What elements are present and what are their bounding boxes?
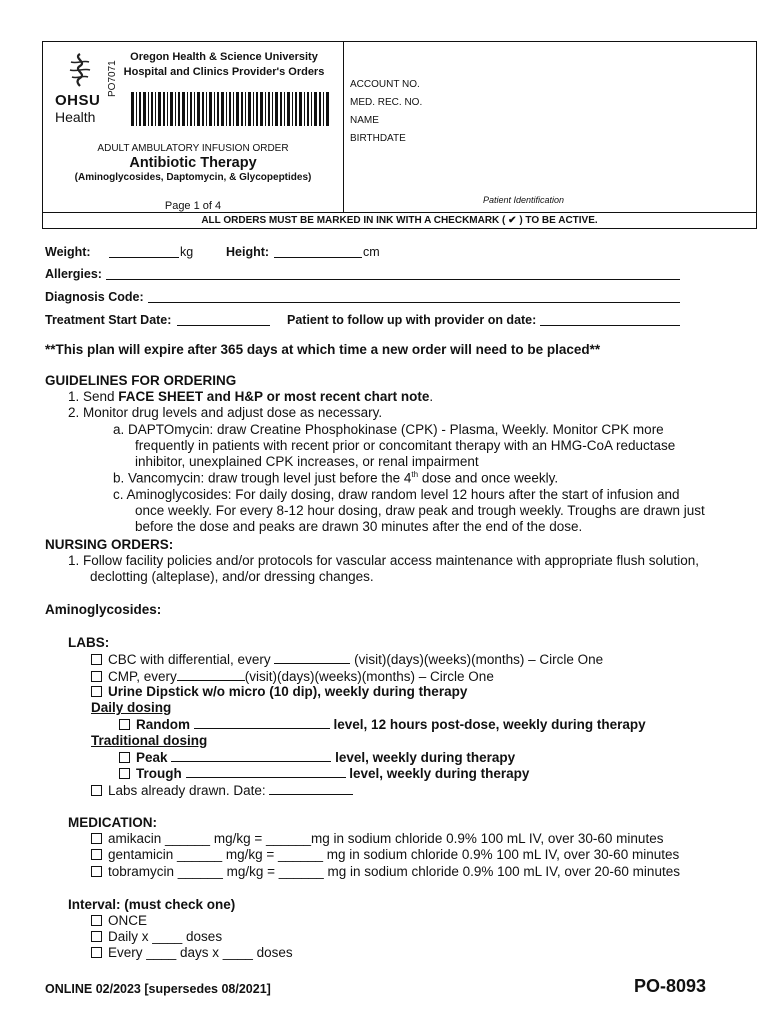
weight-label: Weight: bbox=[45, 245, 91, 259]
labs-drawn-date-field[interactable] bbox=[269, 782, 353, 795]
nursing-heading: NURSING ORDERS: bbox=[45, 537, 174, 552]
height-field[interactable] bbox=[274, 245, 362, 258]
patient-id-label: Patient Identification bbox=[483, 195, 565, 205]
guideline-a-line-1: a. DAPTOmycin: draw Creatine Phosphokinase (CPK) - Plasma, Weekly. Monitor CPK more bbox=[113, 422, 664, 437]
tobramycin-label: tobramycin ______ mg/kg = ______ mg in sodium chloride 0.9% 100 mL IV, over 20-60 minutes bbox=[108, 864, 680, 879]
trough-checkbox[interactable] bbox=[119, 768, 130, 779]
medication-tobramycin-row bbox=[91, 864, 680, 879]
cbc-frequency-field[interactable] bbox=[274, 651, 350, 664]
diagnosis-field[interactable] bbox=[148, 290, 680, 303]
random-level-field[interactable] bbox=[194, 716, 330, 729]
medication-heading: MEDICATION: bbox=[68, 815, 157, 830]
random-row bbox=[119, 716, 646, 732]
random-checkbox[interactable] bbox=[119, 719, 130, 730]
daily-dosing-heading: Daily dosing bbox=[91, 700, 172, 715]
traditional-dosing-heading: Traditional dosing bbox=[91, 733, 208, 748]
height-unit: cm bbox=[363, 245, 380, 259]
guideline-item-2: 2. Monitor drug levels and adjust dose as necessary. bbox=[68, 405, 383, 420]
guideline-item-1-post: . bbox=[429, 389, 434, 404]
interval-every-row bbox=[91, 945, 293, 960]
peak-row bbox=[119, 749, 515, 765]
interval-every-checkbox[interactable] bbox=[91, 947, 102, 958]
cmp-units: (visit)(days)(weeks)(months) – Circle One bbox=[244, 669, 494, 684]
followup-field[interactable] bbox=[540, 313, 680, 326]
interval-once-label: ONCE bbox=[108, 913, 148, 928]
cbc-units: (visit)(days)(weeks)(months) – Circle One bbox=[354, 652, 604, 667]
allergies-field[interactable] bbox=[106, 267, 680, 280]
cmp-checkbox[interactable] bbox=[91, 671, 102, 682]
order-type: ADULT AMBULATORY INFUSION ORDER bbox=[97, 143, 289, 154]
page-number: Page 1 of 4 bbox=[164, 200, 222, 212]
labs-drawn-row bbox=[91, 782, 353, 798]
peak-description: level, weekly during therapy bbox=[335, 750, 516, 765]
random-description: level, 12 hours post-dose, weekly during therapy bbox=[333, 717, 646, 732]
diagnosis-label: Diagnosis Code: bbox=[45, 290, 144, 304]
guideline-c-line-2: once weekly. For every 8-12 hour dosing, draw peak and trough weekly. Troughs are drawn just bbox=[135, 503, 705, 518]
tobramycin-checkbox[interactable] bbox=[91, 866, 102, 877]
barcode-label: PO7071 bbox=[107, 60, 118, 97]
guideline-a-line-2: frequently in patients with recent prior or concomitant therapy with an HMG-CoA reductase bbox=[135, 438, 676, 453]
guideline-b-sup: th bbox=[411, 470, 419, 479]
gentamicin-label: gentamicin ______ mg/kg = ______ mg in sodium chloride 0.9% 100 mL IV, over 30-60 minutes bbox=[108, 847, 680, 862]
guideline-c-line-1: c. Aminoglycosides: For daily dosing, draw random level 12 hours after the start of infusion and bbox=[113, 487, 680, 502]
guideline-b-post: dose and once weekly. bbox=[418, 470, 559, 486]
interval-once-row bbox=[91, 913, 147, 928]
form-number: PO-8093 bbox=[634, 976, 707, 996]
logo-text-health: Health bbox=[55, 109, 96, 125]
cmp-row bbox=[91, 668, 494, 684]
guideline-item-1-bold: FACE SHEET and H&P or most recent chart note bbox=[118, 389, 430, 404]
amikacin-checkbox[interactable] bbox=[91, 833, 102, 844]
urine-label: Urine Dipstick w/o micro (10 dip), weekly during therapy bbox=[108, 684, 468, 699]
trough-label: Trough bbox=[136, 766, 182, 781]
allergies-label: Allergies: bbox=[45, 267, 102, 281]
urine-checkbox[interactable] bbox=[91, 686, 102, 697]
weight-unit: kg bbox=[180, 245, 194, 259]
nursing-item-1-line-1: 1. Follow facility policies and/or protocols for vascular access maintenance with appropriate flush solution, bbox=[68, 553, 700, 568]
guideline-b bbox=[113, 470, 558, 486]
logo-text-ohsu: OHSU bbox=[55, 92, 101, 109]
urine-row bbox=[91, 684, 467, 699]
cmp-frequency-field[interactable] bbox=[177, 668, 245, 681]
header-bottom-line bbox=[43, 212, 756, 213]
cbc-row bbox=[91, 651, 603, 667]
nursing-item-1-line-2: declotting (alteplase), and/or dressing changes. bbox=[90, 569, 374, 584]
interval-daily-label: Daily x ____ doses bbox=[108, 929, 223, 944]
labs-drawn-checkbox[interactable] bbox=[91, 785, 102, 796]
aminoglycosides-heading: Aminoglycosides: bbox=[45, 602, 162, 617]
expire-notice: **This plan will expire after 365 days at which time a new order will need to be placed** bbox=[45, 342, 601, 357]
online-revision: ONLINE 02/2023 [supersedes 08/2021] bbox=[45, 982, 271, 996]
org-subtitle: Hospital and Clinics Provider's Orders bbox=[123, 66, 325, 78]
interval-daily-row bbox=[91, 929, 222, 944]
med-rec-no-label: MED. REC. NO. bbox=[350, 97, 423, 108]
interval-once-checkbox[interactable] bbox=[91, 915, 102, 926]
guideline-item-1-pre: 1. Send bbox=[68, 389, 119, 404]
medication-gentamicin-row bbox=[91, 847, 679, 862]
guidelines-heading: GUIDELINES FOR ORDERING bbox=[45, 373, 237, 388]
cbc-checkbox[interactable] bbox=[91, 654, 102, 665]
guideline-item-1 bbox=[68, 389, 433, 404]
labs-heading: LABS: bbox=[68, 635, 110, 650]
gentamicin-checkbox[interactable] bbox=[91, 849, 102, 860]
trough-row bbox=[119, 765, 529, 781]
form-title: Antibiotic Therapy bbox=[129, 155, 257, 171]
labs-drawn-label: Labs already drawn. Date: bbox=[108, 783, 266, 798]
guideline-b-pre: b. Vancomycin: draw trough level just before the 4 bbox=[113, 470, 412, 486]
name-label: NAME bbox=[350, 115, 379, 126]
header-box bbox=[42, 41, 757, 229]
checkmark-notice: ALL ORDERS MUST BE MARKED IN INK WITH A CHECKMARK ( ✔ ) TO BE ACTIVE. bbox=[201, 215, 598, 226]
birthdate-label: BIRTHDATE bbox=[350, 133, 406, 144]
cbc-label: CBC with differential, every bbox=[108, 652, 271, 667]
height-label: Height: bbox=[226, 245, 270, 259]
random-label: Random bbox=[136, 717, 190, 732]
peak-level-field[interactable] bbox=[171, 749, 331, 762]
barcode bbox=[131, 92, 331, 126]
org-name: Oregon Health & Science University bbox=[130, 51, 318, 63]
followup-label: Patient to follow up with provider on date: bbox=[287, 313, 537, 327]
interval-every-label: Every ____ days x ____ doses bbox=[108, 945, 293, 960]
start-date-label: Treatment Start Date: bbox=[45, 313, 172, 327]
cmp-label: CMP, every bbox=[108, 669, 177, 684]
header-divider bbox=[343, 42, 344, 212]
peak-checkbox[interactable] bbox=[119, 752, 130, 763]
weight-field[interactable] bbox=[109, 245, 179, 258]
medication-amikacin-row bbox=[91, 831, 663, 846]
amikacin-label: amikacin ______ mg/kg = ______mg in sodium chloride 0.9% 100 mL IV, over 30-60 minutes bbox=[108, 831, 664, 846]
interval-daily-checkbox[interactable] bbox=[91, 931, 102, 942]
peak-label: Peak bbox=[136, 750, 168, 765]
guideline-c-line-3: before the dose and peaks are drawn 30 minutes after the end of the dose. bbox=[135, 519, 583, 534]
start-date-field[interactable] bbox=[177, 313, 270, 326]
trough-description: level, weekly during therapy bbox=[349, 766, 530, 781]
interval-heading: Interval: (must check one) bbox=[68, 897, 236, 912]
guideline-a-line-3: inhibitor, unexplained CPK increases, or renal impairment bbox=[135, 454, 479, 469]
trough-level-field[interactable] bbox=[186, 765, 346, 778]
account-no-label: ACCOUNT NO. bbox=[350, 79, 420, 90]
form-subtitle: (Aminoglycosides, Daptomycin, & Glycopeptides) bbox=[74, 172, 312, 183]
ohsu-logo-icon bbox=[65, 52, 95, 88]
